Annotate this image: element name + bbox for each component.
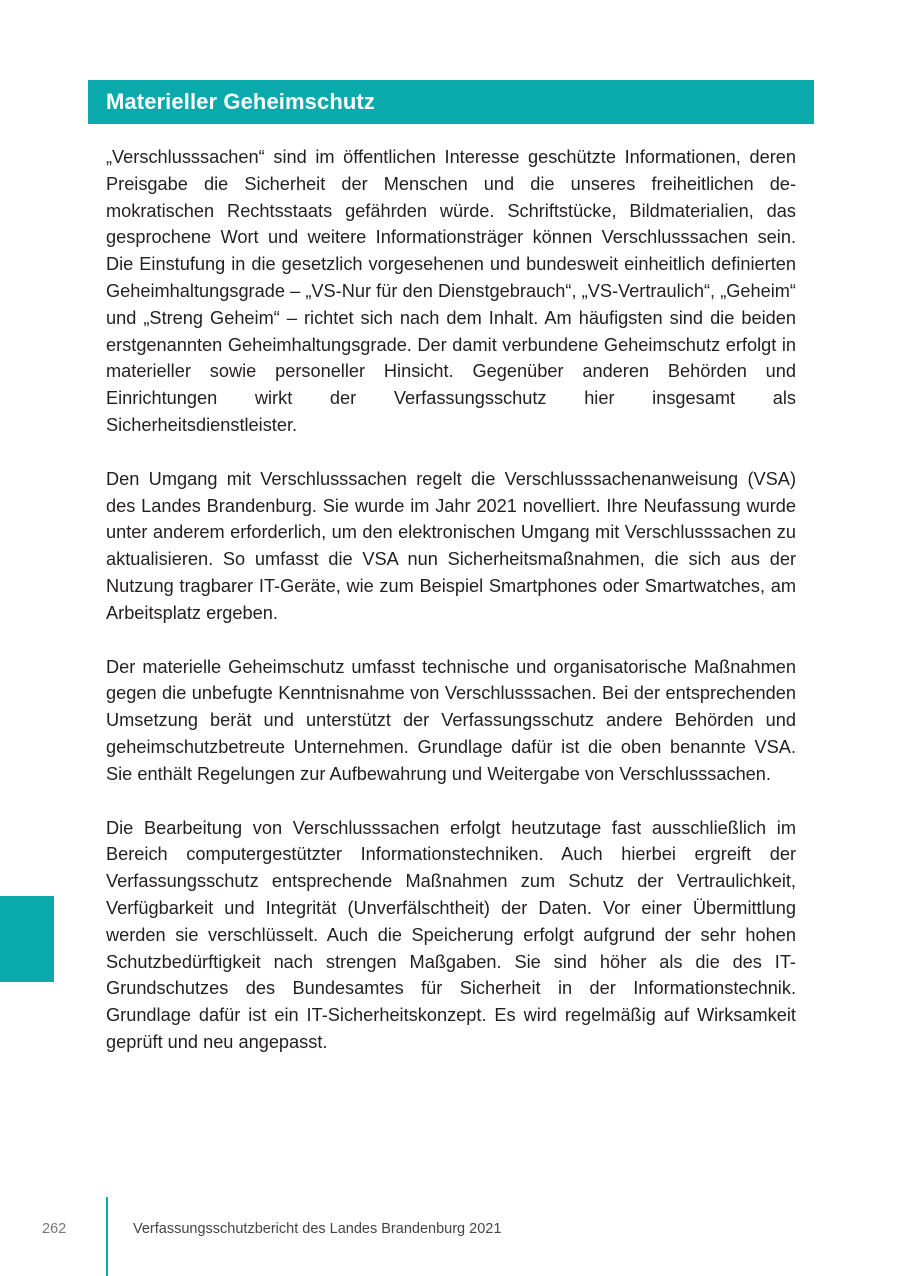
section-header	[88, 80, 814, 124]
footer-publication-title: Verfassungsschutzbericht des Landes Brandenburg 2021	[133, 1221, 502, 1237]
page-number: 262	[42, 1221, 67, 1237]
footer-divider	[106, 1197, 108, 1276]
paragraph-2: Den Umgang mit Verschlusssachen regelt die Verschlusssachenanweisung (VSA) des Landes Brandenburg. Sie wurde im Jahr 2021 novelliert. Ihre Neufassung wurde unter anderem erforderlich, um den elektronischen Umgang mit Verschlusssachen zu aktualisieren. So umfasst die VSA nun Sicherheitsmaßnahmen, die sich aus der Nutzung tragbarer IT-Geräte, wie zum Beispiel Smartphones oder Smartwatches, am Arbeitsplatz ergeben.	[106, 468, 796, 623]
paragraph-1: „Verschlusssachen“ sind im öffentlichen Interesse geschützte Informationen, deren Preisgabe die Sicherheit der Menschen und die unseres freiheitlichen demokratischen Rechtsstaats gefährden würde. Schriftstücke, Bildmaterialien, das gesprochene Wort und weitere Informationsträger können Verschlusssachen sein. Die Einstufung in die gesetzlich vorgesehenen und bundesweit einheitlich definierten Geheimhaltungsgrade – „VS-Nur für den Dienstgebrauch“, „VS-Vertraulich“, „Geheim“ und „Streng Geheim“ – richtet sich nach dem Inhalt. Am häufigsten sind die beiden erstgenannten Geheimhaltungsgrade. Der damit verbundene Geheimschutz erfolgt in materieller sowie personeller Hinsicht. Gegenüber anderen Behörden und Einrichtungen wirkt der Verfassungsschutz hier insgesamt als Sicherheitsdienstleister.	[106, 147, 796, 435]
section-title: Materieller Geheimschutz	[106, 89, 375, 114]
body-text	[106, 144, 796, 1083]
chapter-side-tab	[0, 896, 54, 982]
paragraph-4: Die Bearbeitung von Verschlusssachen erfolgt heutzutage fast ausschließlich im Bereich computergestützter Informationstechniken. Auch hierbei ergreift der Verfassungsschutz entsprechende Maßnahmen zum Schutz der Vertraulichkeit, Verfügbarkeit und Integrität (Unverfälschtheit) der Daten. Vor einer Übermittlung werden sie verschlüsselt. Auch die Speicherung erfolgt aufgrund der sehr hohen Schutzbedürftigkeit nach strengen Maßgaben. Sie sind höher als die des IT-Grundschutzes des Bundesamtes für Sicherheit in der Informationstechnik. Grundlage dafür ist ein IT-Sicherheitskonzept. Es wird regelmäßig auf Wirksamkeit geprüft und neu angepasst.	[106, 817, 796, 1052]
paragraph-3: Der materielle Geheimschutz umfasst technische und organisatorische Maßnahmen gegen die unbefugte Kenntnisnahme von Verschlusssachen. Bei der entsprechenden Umsetzung berät und unterstützt der Verfassungsschutz andere Behörden und geheimschutzbetreute Unternehmen. Grundlage dafür ist die oben benannte VSA. Sie enthält Regelungen zur Aufbewahrung und Weitergabe von Verschlusssachen.	[106, 656, 796, 784]
